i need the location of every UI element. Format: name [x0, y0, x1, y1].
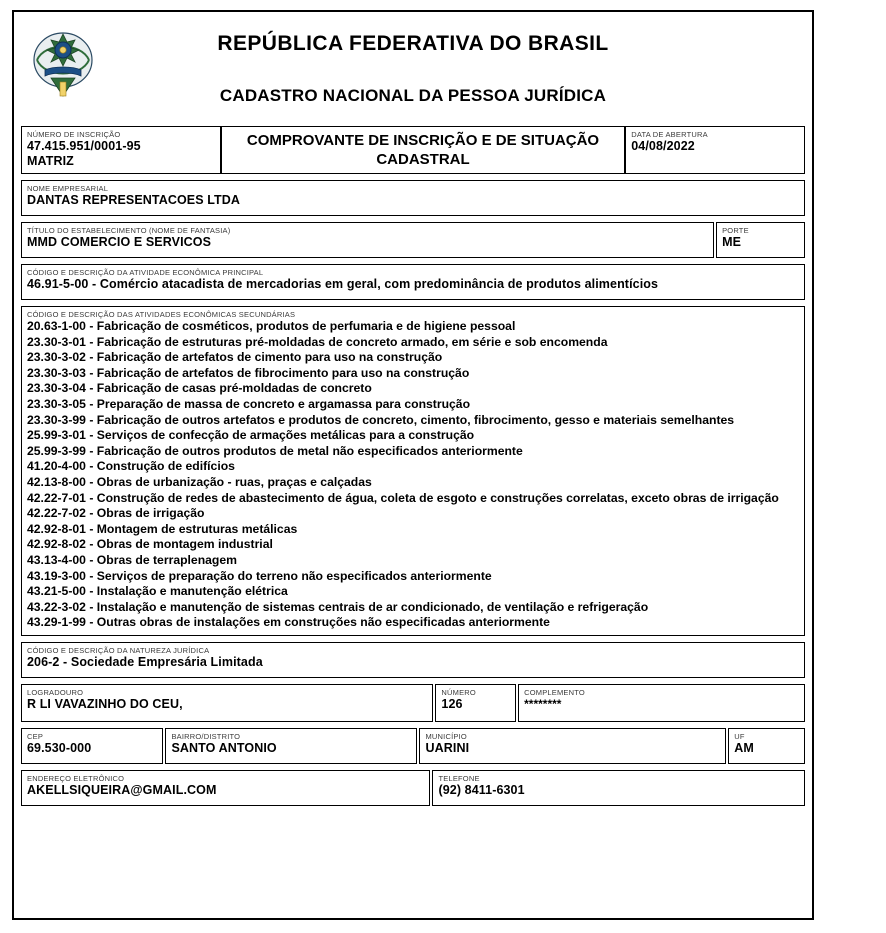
- cep-box: [21, 728, 163, 764]
- list-item: 43.21-5-00 - Instalação e manutenção elétrica: [27, 584, 288, 599]
- atividade-principal-label: CÓDIGO E DESCRIÇÃO DA ATIVIDADE ECONÔMICA PRINCIPAL: [27, 268, 264, 277]
- list-item: 23.30-3-05 - Preparação de massa de concreto e argamassa para construção: [27, 396, 471, 411]
- complemento-value: ********: [524, 696, 562, 711]
- municipio-label: MUNICÍPIO: [425, 731, 467, 741]
- bairro-value: SANTO ANTONIO: [171, 740, 277, 755]
- cep-value: 69.530-000: [27, 740, 92, 755]
- bairro-label: BAIRRO/DISTRITO: [171, 731, 241, 741]
- titulo-estabelecimento-value: MMD COMERCIO E SERVICOS: [27, 235, 212, 249]
- atividade-principal-row: [21, 264, 805, 300]
- list-item: 23.30-3-03 - Fabricação de artefatos de fibrocimento para uso na construção: [27, 365, 470, 380]
- telefone-label: TELEFONE: [438, 773, 480, 783]
- identification-row: [21, 126, 805, 174]
- nome-empresarial-value: DANTAS REPRESENTACOES LTDA: [27, 193, 241, 207]
- list-item: 42.13-8-00 - Obras de urbanização - ruas, praças e calçadas: [27, 474, 372, 489]
- titulo-porte-row: [21, 222, 805, 258]
- uf-label: UF: [734, 731, 745, 741]
- list-item: 43.19-3-00 - Serviços de preparação do terreno não especificados anteriormente: [27, 568, 492, 583]
- cnpj-certificate-frame: [12, 10, 814, 920]
- document-header: [21, 18, 805, 126]
- atividade-principal-value: 46.91-5-00 - Comércio atacadista de mercadorias em geral, com predominância de produtos alimentícios: [27, 277, 659, 291]
- numero-inscricao-value: 47.415.951/0001-95: [27, 139, 141, 153]
- numero-value: 126: [441, 696, 463, 711]
- page-subtitle: CADASTRO NACIONAL DA PESSOA JURÍDICA: [219, 86, 607, 105]
- municipio-value: UARINI: [425, 740, 470, 755]
- atividades-secundarias-row: [21, 306, 805, 636]
- municipio-box: [419, 728, 726, 764]
- porte-value: ME: [722, 235, 742, 249]
- list-item: 23.30-3-04 - Fabricação de casas pré-moldadas de concreto: [27, 381, 372, 396]
- email-label: ENDEREÇO ELETRÔNICO: [27, 773, 125, 783]
- email-value: AKELLSIQUEIRA@GMAIL.COM: [27, 782, 217, 797]
- list-item: 25.99-3-99 - Fabricação de outros produtos de metal não especificados anteriormente: [27, 443, 523, 458]
- nome-empresarial-box: [21, 180, 805, 216]
- list-item: 42.22-7-02 - Obras de irrigação: [27, 506, 205, 521]
- endereco-row-2: [21, 728, 805, 764]
- cep-label: CEP: [27, 731, 44, 741]
- porte-box: [716, 222, 805, 258]
- numero-inscricao-box: [21, 126, 221, 174]
- list-item: 23.30-3-99 - Fabricação de outros artefatos e produtos de concreto, cimento, fibrocimento, gesso e materiais semelhantes: [27, 412, 735, 427]
- bairro-box: [165, 728, 417, 764]
- list-item: 43.13-4-00 - Obras de terraplenagem: [27, 552, 237, 567]
- list-item: 43.22-3-02 - Instalação e manutenção de sistemas centrais de ar condicionado, de ventilação e refrigeração: [27, 599, 649, 614]
- contato-row: [21, 770, 805, 806]
- numero-inscricao-tipo: MATRIZ: [27, 154, 74, 168]
- telefone-value: (92) 8411-6301: [438, 782, 525, 797]
- list-item: 25.99-3-01 - Serviços de confecção de armações metálicas para a construção: [27, 428, 475, 443]
- list-item: 23.30-3-02 - Fabricação de artefatos de cimento para uso na construção: [27, 350, 443, 365]
- data-abertura-value: 04/08/2022: [631, 139, 695, 153]
- numero-box: [435, 684, 516, 722]
- brasao-republica-icon: [31, 26, 95, 100]
- complemento-label: COMPLEMENTO: [524, 687, 585, 697]
- porte-label: PORTE: [722, 226, 749, 235]
- atividades-secundarias-list: [27, 319, 799, 631]
- titulo-estabelecimento-label: TÍTULO DO ESTABELECIMENTO (NOME DE FANTASIA): [27, 226, 231, 235]
- logradouro-label: LOGRADOURO: [27, 687, 84, 697]
- uf-value: AM: [734, 740, 754, 755]
- list-item: 20.63-1-00 - Fabricação de cosméticos, produtos de perfumaria e de higiene pessoal: [27, 319, 516, 333]
- list-item: 42.92-8-02 - Obras de montagem industrial: [27, 537, 273, 552]
- telefone-box: [432, 770, 805, 806]
- natureza-juridica-label: CÓDIGO E DESCRIÇÃO DA NATUREZA JURÍDICA: [27, 645, 210, 655]
- page-title: REPÚBLICA FEDERATIVA DO BRASIL: [217, 32, 609, 55]
- natureza-juridica-row: [21, 642, 805, 678]
- nome-empresarial-row: [21, 180, 805, 216]
- endereco-row-1: [21, 684, 805, 722]
- numero-inscricao-label: NÚMERO DE INSCRIÇÃO: [27, 130, 121, 139]
- atividades-secundarias-label: CÓDIGO E DESCRIÇÃO DAS ATIVIDADES ECONÔMICAS SECUNDÁRIAS: [27, 310, 296, 319]
- nome-empresarial-label: NOME EMPRESARIAL: [27, 184, 109, 193]
- data-abertura-box: [625, 126, 805, 174]
- natureza-juridica-box: [21, 642, 805, 678]
- list-item: 42.92-8-01 - Montagem de estruturas metálicas: [27, 521, 298, 536]
- list-item: 23.30-3-01 - Fabricação de estruturas pré-moldadas de concreto armado, em série e sob encomenda: [27, 334, 608, 349]
- data-abertura-label: DATA DE ABERTURA: [631, 130, 708, 139]
- titulo-estabelecimento-box: [21, 222, 714, 258]
- natureza-juridica-value: 206-2 - Sociedade Empresária Limitada: [27, 654, 263, 669]
- list-item: 41.20-4-00 - Construção de edifícios: [27, 459, 235, 474]
- comprovante-title-box: COMPROVANTE DE INSCRIÇÃO E DE SITUAÇÃO CADASTRAL: [221, 126, 625, 174]
- list-item: 43.29-1-99 - Outras obras de instalações em construções não especificadas anteriormente: [27, 615, 550, 630]
- atividade-principal-box: [21, 264, 805, 300]
- uf-box: [728, 728, 805, 764]
- atividades-secundarias-box: [21, 306, 805, 636]
- complemento-box: [518, 684, 805, 722]
- numero-label: NÚMERO: [441, 687, 476, 697]
- logradouro-box: [21, 684, 433, 722]
- email-box: [21, 770, 430, 806]
- list-item: 42.22-7-01 - Construção de redes de abastecimento de água, coleta de esgoto e construções correlatas, exceto obras de irrigação: [27, 490, 779, 505]
- logradouro-value: R LI VAVAZINHO DO CEU,: [27, 696, 183, 711]
